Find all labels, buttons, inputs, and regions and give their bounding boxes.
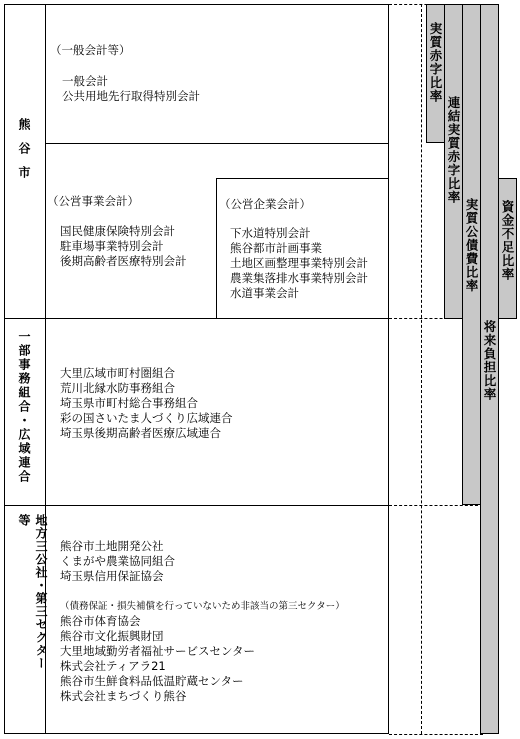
dashed-bottom-line xyxy=(389,734,483,735)
chiho-item: 埼玉県信用保証協会 xyxy=(60,569,164,583)
general-header: （一般会計等） xyxy=(50,43,131,57)
ratio-label-renketsu: 連結実質赤字比率 xyxy=(446,96,461,204)
public-enterprise-item: 下水道特別会計 xyxy=(230,226,311,240)
general-item: 一般会計 xyxy=(62,74,108,88)
public-enterprise-item: 農業集落排水事業特別会計 xyxy=(230,271,368,285)
third-sector-item: 大里地域勤労者福祉サービスセンター xyxy=(60,644,256,658)
dashed-row-line-2 xyxy=(389,505,483,506)
divider-ichibu-chiho xyxy=(4,505,389,506)
ichibu-item: 大里広域市町村圏組合 xyxy=(60,366,175,380)
third-sector-item: 熊谷市生鮮食料品低温貯蔵センター xyxy=(60,674,244,688)
public-enterprise-header: （公営企業会計） xyxy=(219,197,311,211)
group-label-chiho: 地方三公社・第三セクター等 xyxy=(17,514,48,670)
public-business-header: （公営事業会計） xyxy=(47,194,139,208)
chiho-item: くまがや農業協同組合 xyxy=(60,554,175,568)
ratio-label-shikin-fusoku: 資金不足比率 xyxy=(500,200,515,281)
group-label-ichibu: 一部事務組合・広域連合 xyxy=(17,330,31,484)
public-business-item: 駐車場事業特別会計 xyxy=(60,239,164,253)
third-sector-item: 熊谷市体育協会 xyxy=(60,614,141,628)
ichibu-item: 荒川北縁水防事務組合 xyxy=(60,381,175,395)
third-sector-item: 株式会社ティアラ21 xyxy=(60,659,166,673)
ichibu-item: 彩の国さいたま人づくり広域連合 xyxy=(60,411,233,425)
public-business-item: 後期高齢者医療特別会計 xyxy=(60,254,187,268)
third-sector-item: 株式会社まちづくり熊谷 xyxy=(60,689,187,703)
ichibu-item: 埼玉県後期高齢者医療広域連合 xyxy=(60,426,221,440)
chiho-item: 熊谷市土地開発公社 xyxy=(60,539,164,553)
ratio-label-jisshitsu-akaji: 実質赤字比率 xyxy=(428,22,443,103)
third-sector-item: 熊谷市文化振興財団 xyxy=(60,629,164,643)
public-business-item: 国民健康保険特別会計 xyxy=(60,224,175,238)
third-sector-note: （債務保証・損失補償を行っていないため非該当の第三セクター） xyxy=(60,601,345,612)
general-item: 公共用地先行取得特別会計 xyxy=(62,89,200,103)
public-enterprise-item: 熊谷都市計画事業 xyxy=(230,241,322,255)
ratio-label-shorai-futan: 将来負担比率 xyxy=(482,320,497,401)
divider-general-public xyxy=(45,143,389,144)
public-enterprise-item: 土地区画整理事業特別会計 xyxy=(230,256,368,270)
group-label-kumagaya: 熊谷市 xyxy=(17,118,31,190)
public-enterprise-item: 水道事業会計 xyxy=(230,286,299,300)
ratio-label-kosaihi: 実質公債費比率 xyxy=(464,198,479,293)
ichibu-item: 埼玉県市町村総合事務組合 xyxy=(60,396,198,410)
dashed-column-line xyxy=(421,4,422,734)
